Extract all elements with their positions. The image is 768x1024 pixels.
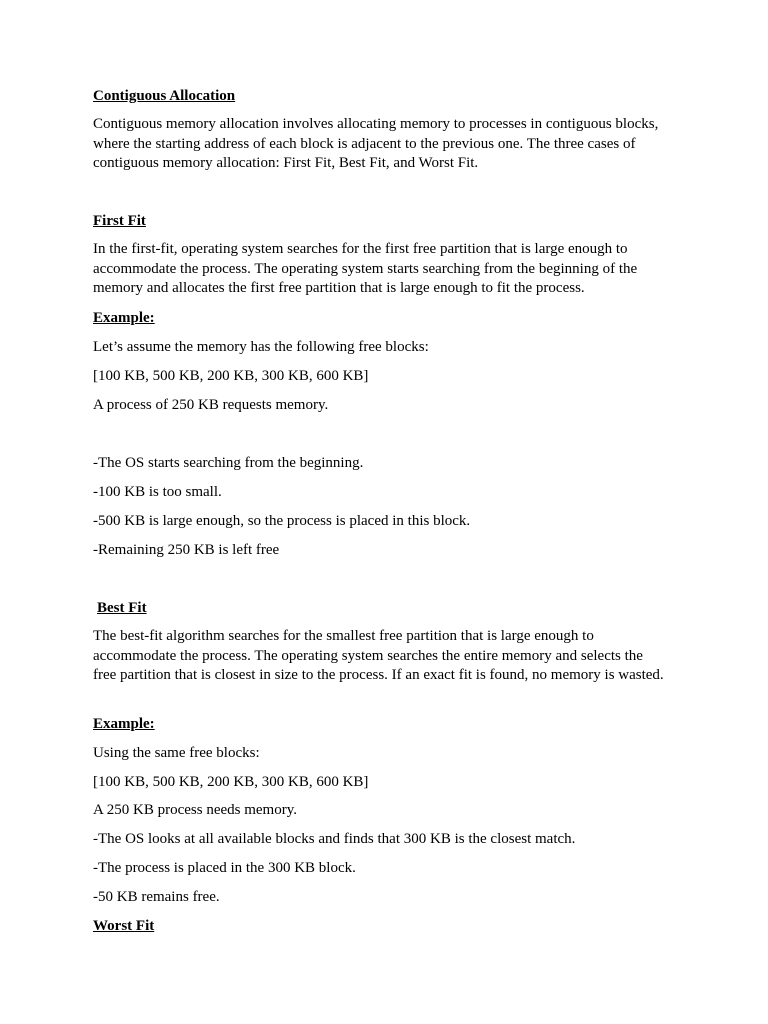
best-fit-example-line: [100 KB, 500 KB, 200 KB, 300 KB, 600 KB]: [93, 774, 369, 790]
best-fit-example-line: -The process is placed in the 300 KB block.: [93, 860, 356, 876]
intro-paragraph: Contiguous memory allocation involves allocating memory to processes in contiguous blocks, where the starting address of each block is adjacent to the previous one. The three cases of contiguous memory allocation: First Fit, Best Fit, and Worst Fit.: [93, 116, 659, 172]
best-fit-example-heading: Example:: [93, 716, 155, 732]
first-fit-example-line: [100 KB, 500 KB, 200 KB, 300 KB, 600 KB]: [93, 368, 369, 384]
first-fit-heading: First Fit: [93, 213, 146, 229]
best-fit-description: The best-fit algorithm searches for the smallest free partition that is large enough to accommodate the process. The operating system searches the entire memory and selects the free partition that is closest in size to the process. If an exact fit is found, no memory is wasted.: [93, 628, 664, 684]
first-fit-example-line: Let’s assume the memory has the following free blocks:: [93, 339, 429, 355]
first-fit-example-line: A process of 250 KB requests memory.: [93, 397, 329, 413]
section-title: Contiguous Allocation: [93, 88, 236, 104]
best-fit-example-line: Using the same free blocks:: [93, 745, 260, 761]
best-fit-example-line: A 250 KB process needs memory.: [93, 802, 297, 818]
first-fit-description: In the first-fit, operating system searches for the first free partition that is large enough to accommodate the process. The operating system starts searching from the beginning of the memory and allocates the first free partition that is large enough to fit the process.: [93, 241, 638, 297]
first-fit-example-line: -500 KB is large enough, so the process is placed in this block.: [93, 513, 471, 529]
best-fit-example-line: -The OS looks at all available blocks and finds that 300 KB is the closest match.: [93, 831, 576, 847]
best-fit-example-line: -50 KB remains free.: [93, 889, 220, 905]
first-fit-example-line: -The OS starts searching from the beginning.: [93, 455, 364, 471]
first-fit-example-line: -100 KB is too small.: [93, 484, 222, 500]
best-fit-heading: Best Fit: [97, 600, 147, 616]
first-fit-example-line: -Remaining 250 KB is left free: [93, 542, 280, 558]
worst-fit-heading: Worst Fit: [93, 918, 155, 934]
first-fit-example-heading: Example:: [93, 310, 155, 326]
